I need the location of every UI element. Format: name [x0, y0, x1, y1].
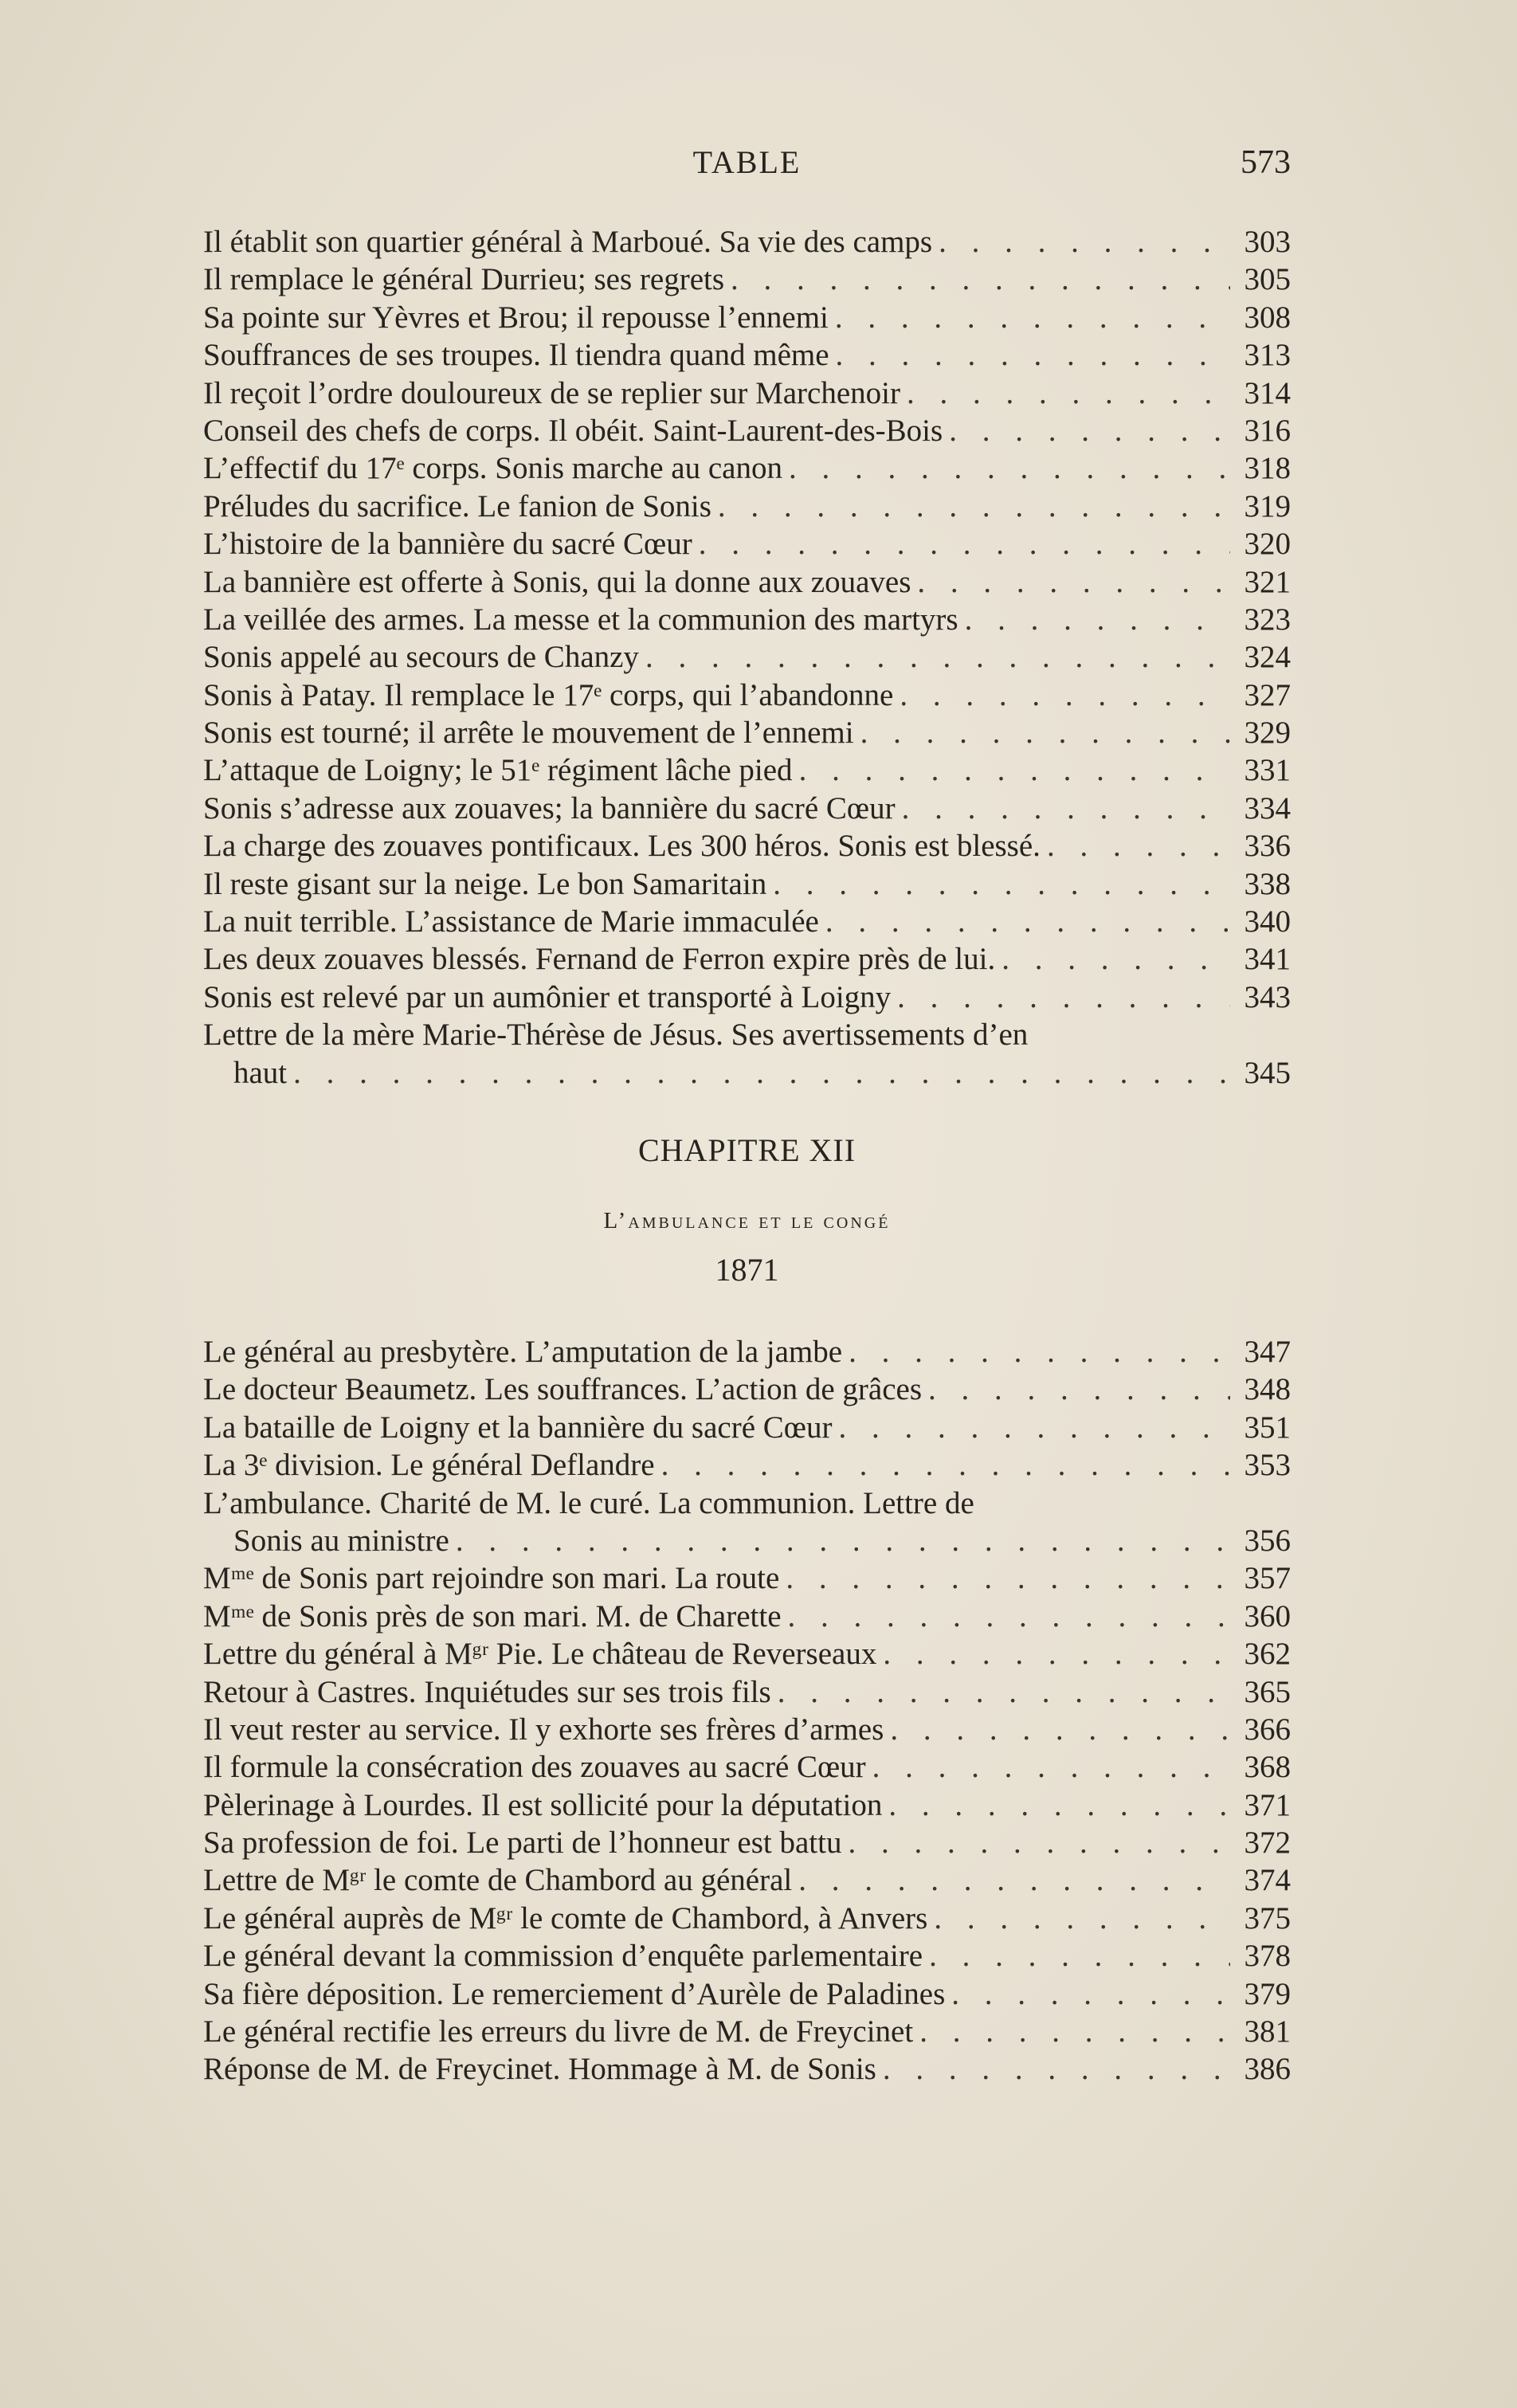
toc-entry-text: Lettre de Mᵍʳ le comte de Chambord au général — [203, 1863, 793, 1898]
toc-entry-text: Il reste gisant sur la neige. Le bon Samaritain — [203, 866, 767, 901]
toc-entry-text: La charge des zouaves pontificaux. Les 300 héros. Sonis est blessé. — [203, 829, 1041, 864]
dot-leader — [958, 601, 1230, 638]
toc-entry-text: Le général auprès de Mᵍʳ le comte de Chambord, à Anvers — [203, 1900, 928, 1935]
toc-entry-page: 374 — [1244, 1863, 1291, 1898]
dot-leader — [793, 751, 1230, 789]
toc-entry — [203, 1975, 1291, 2013]
dot-leader — [771, 1673, 1230, 1711]
dot-leader — [1041, 827, 1230, 865]
toc-entry-text: La nuit terrible. L’assistance de Marie immaculée — [203, 904, 819, 939]
toc-entry-page: 345 — [1244, 1055, 1291, 1090]
toc-entry-page: 356 — [1244, 1523, 1291, 1558]
toc-entry — [203, 1016, 1291, 1053]
toc-entry-text: Sonis à Patay. Il remplace le 17ᵉ corps, qui l’abandonne — [203, 677, 894, 712]
dot-leader — [876, 2050, 1230, 2088]
toc-entry-text: La 3ᵉ division. Le général Deflandre — [203, 1448, 655, 1483]
toc-entry-page: 366 — [1244, 1712, 1291, 1747]
toc-entry-text: Le général au presbytère. L’amputation de la jambe — [203, 1335, 843, 1369]
dot-leader — [819, 903, 1230, 940]
running-title: TABLE — [692, 144, 802, 180]
toc-entry-page: 334 — [1244, 790, 1291, 826]
dot-leader — [449, 1522, 1230, 1559]
toc-entry-text: Réponse de M. de Freycinet. Hommage à M. de Sonis — [203, 2052, 876, 2087]
toc-entry-text: Lettre de la mère Marie-Thérèse de Jésus. Ses avertissements d’en — [203, 1018, 1029, 1053]
toc-entry-page: 340 — [1244, 904, 1291, 939]
toc-entry — [203, 1559, 1291, 1597]
dot-leader — [891, 978, 1230, 1016]
dot-leader — [711, 488, 1230, 525]
toc-entry — [203, 2013, 1291, 2050]
toc-entry — [203, 638, 1291, 676]
toc-entry-text: Sa profession de foi. Le parti de l’honneur est battu — [203, 1826, 842, 1861]
toc-entry-page: 303 — [1244, 225, 1291, 259]
toc-entry-text: haut — [233, 1055, 288, 1090]
dot-leader — [639, 638, 1230, 676]
toc-entry-page: 305 — [1244, 262, 1291, 297]
dot-leader — [854, 714, 1230, 751]
toc-entry — [203, 677, 1291, 714]
toc-entry — [203, 1635, 1291, 1673]
dot-leader — [923, 1937, 1230, 1975]
toc-entry-text: La bataille de Loigny et la bannière du sacré Cœur — [203, 1410, 833, 1445]
toc-entry — [203, 1861, 1291, 1899]
toc-entry-page: 316 — [1244, 413, 1291, 448]
toc-entry-page: 329 — [1244, 716, 1291, 751]
toc-entry — [203, 978, 1291, 1016]
toc-entry-page: 313 — [1244, 338, 1291, 373]
toc-entry — [203, 525, 1291, 563]
toc-entry-page: 319 — [1244, 488, 1291, 524]
dot-leader — [884, 1711, 1230, 1748]
dot-leader — [792, 1861, 1230, 1899]
dot-leader — [911, 563, 1230, 601]
page-number: 573 — [1241, 144, 1291, 181]
toc-entry — [203, 1484, 1291, 1522]
toc-entry — [203, 412, 1291, 449]
toc-entry — [203, 223, 1291, 261]
toc-entry-page: 341 — [1244, 942, 1291, 977]
toc-entry-page: 323 — [1244, 602, 1291, 637]
dot-leader — [782, 1598, 1230, 1635]
toc-entry-page: 357 — [1244, 1561, 1291, 1596]
toc-entry-page: 365 — [1244, 1674, 1291, 1709]
dot-leader — [995, 940, 1230, 978]
toc-entry-text: Lettre du général à Mᵍʳ Pie. Le château de Reverseaux — [203, 1637, 877, 1672]
dot-leader — [841, 1824, 1230, 1861]
toc-entry-text: Il reçoit l’ordre douloureux de se replier sur Marchenoir — [203, 375, 900, 410]
toc-entry — [203, 375, 1291, 412]
toc-entry-page: 327 — [1244, 677, 1291, 712]
toc-entry — [203, 1748, 1291, 1786]
toc-entry — [203, 336, 1291, 374]
toc-entry-page: 308 — [1244, 300, 1291, 335]
toc-entry — [203, 940, 1291, 978]
toc-entry-page: 347 — [1244, 1335, 1291, 1369]
toc-entry-text: L’effectif du 17ᵉ corps. Sonis marche au canon — [203, 451, 782, 486]
dot-leader — [779, 1559, 1230, 1597]
toc-entry-page: 331 — [1244, 753, 1291, 788]
toc-entry-text: Sonis est tourné; il arrête le mouvement de l’ennemi — [203, 716, 854, 751]
dot-leader — [922, 1371, 1230, 1408]
toc-entry-page: 318 — [1244, 451, 1291, 486]
toc-entry-text: Il établit son quartier général à Marboué. Sa vie des camps — [203, 225, 933, 259]
toc-entry-page: 371 — [1244, 1787, 1291, 1822]
toc-entry — [203, 488, 1291, 525]
toc-entry — [203, 1673, 1291, 1711]
toc-entry — [203, 563, 1291, 601]
toc-entry-text: Le général rectifie les erreurs du livre de M. de Freycinet — [203, 2014, 914, 2049]
dot-leader — [896, 790, 1230, 827]
toc-entry-text: Sonis au ministre — [233, 1523, 449, 1558]
toc-entry-page: 351 — [1244, 1410, 1291, 1445]
dot-leader — [945, 1975, 1230, 2013]
toc-entry-text: Il veut rester au service. Il y exhorte ses frères d’armes — [203, 1712, 884, 1747]
toc-section-two — [203, 1333, 1291, 2088]
toc-entry — [203, 865, 1291, 903]
toc-entry-page: 320 — [1244, 527, 1291, 562]
dot-leader — [829, 336, 1230, 374]
toc-entry — [203, 1371, 1291, 1408]
toc-entry-text: Sa pointe sur Yèvres et Brou; il repousse l’ennemi — [203, 300, 829, 335]
chapter-title: CHAPITRE XII — [637, 1132, 856, 1168]
running-head — [203, 143, 1291, 191]
toc-entry — [203, 1786, 1291, 1824]
dot-leader — [832, 1409, 1230, 1446]
toc-entry-page: 386 — [1244, 2052, 1291, 2087]
dot-leader — [882, 1786, 1230, 1824]
toc-entry-text: L’ambulance. Charité de M. le curé. La communion. Lettre de — [203, 1485, 974, 1520]
toc-entry-text: Souffrances de ses troupes. Il tiendra quand même — [203, 338, 829, 373]
toc-entry-page: 338 — [1244, 866, 1291, 901]
toc-entry-text: Sonis appelé au secours de Chanzy — [203, 640, 639, 675]
toc-entry-page: 379 — [1244, 1976, 1291, 2011]
toc-entry — [203, 1446, 1291, 1484]
toc-entry — [203, 790, 1291, 827]
toc-entry-text: Mᵐᵉ de Sonis part rejoindre son mari. La route — [203, 1561, 780, 1596]
dot-leader — [943, 412, 1230, 449]
toc-entry-page: 348 — [1244, 1372, 1291, 1407]
toc-entry-text: La veillée des armes. La messe et la communion des martyrs — [203, 602, 958, 637]
toc-section-one — [203, 223, 1291, 1092]
toc-entry-page: 368 — [1244, 1750, 1291, 1785]
toc-entry-page: 381 — [1244, 2014, 1291, 2049]
chapter-subtitle: L’ambulance et le congé — [603, 1208, 891, 1233]
chapter-heading — [203, 1131, 1291, 1288]
toc-entry-page: 378 — [1244, 1939, 1291, 1974]
toc-entry — [203, 1900, 1291, 1937]
toc-entry — [203, 1937, 1291, 1975]
toc-entry-page: 372 — [1244, 1826, 1291, 1861]
toc-entry-page: 321 — [1244, 564, 1291, 599]
toc-entry-text: Sa fière déposition. Le remerciement d’Aurèle de Paladines — [203, 1976, 946, 2011]
dot-leader — [893, 677, 1230, 714]
dot-leader — [876, 1635, 1230, 1673]
toc-entry-text: Il formule la consécration des zouaves au sacré Cœur — [203, 1750, 866, 1785]
toc-entry-text: Le général devant la commission d’enquête parlementaire — [203, 1939, 923, 1974]
dot-leader — [913, 2013, 1230, 2050]
toc-entry-text: L’attaque de Loigny; le 51ᵉ régiment lâche pied — [203, 753, 793, 788]
toc-entry — [203, 751, 1291, 789]
toc-entry — [203, 2050, 1291, 2088]
toc-entry — [203, 449, 1291, 487]
toc-entry-text: Conseil des chefs de corps. Il obéit. Saint-Laurent-des-Bois — [203, 413, 943, 448]
chapter-year: 1871 — [715, 1252, 779, 1288]
toc-entry-text: La bannière est offerte à Sonis, qui la donne aux zouaves — [203, 564, 911, 599]
toc-entry-text: Sonis est relevé par un aumônier et transporté à Loigny — [203, 979, 892, 1014]
dot-leader — [724, 261, 1230, 298]
toc-entry-page: 343 — [1244, 979, 1291, 1014]
toc-entry-text: L’histoire de la bannière du sacré Cœur — [203, 527, 692, 562]
toc-entry-page: 353 — [1244, 1448, 1291, 1483]
toc-entry-text: Il remplace le général Durrieu; ses regrets — [203, 262, 725, 297]
dot-leader — [900, 375, 1230, 412]
toc-entry — [203, 601, 1291, 638]
toc-entry — [203, 1711, 1291, 1748]
dot-leader — [287, 1054, 1230, 1092]
toc-entry-page: 360 — [1244, 1598, 1291, 1633]
toc-entry — [203, 1824, 1291, 1861]
dot-leader — [932, 223, 1230, 261]
toc-entry-page: 362 — [1244, 1637, 1291, 1672]
toc-entry — [203, 1409, 1291, 1446]
toc-entry-text: Retour à Castres. Inquiétudes sur ses trois fils — [203, 1674, 771, 1709]
toc-entry-text: Mᵐᵉ de Sonis près de son mari. M. de Charette — [203, 1598, 782, 1633]
dot-leader — [866, 1748, 1230, 1786]
toc-entry — [203, 903, 1291, 940]
dot-leader — [927, 1900, 1230, 1937]
dot-leader — [782, 449, 1230, 487]
toc-entry — [203, 714, 1291, 751]
toc-entry — [203, 261, 1291, 298]
dot-leader — [655, 1446, 1230, 1484]
toc-entry — [203, 1054, 1291, 1092]
toc-entry-text: Les deux zouaves blessés. Fernand de Ferron expire près de lui. — [203, 942, 996, 977]
toc-entry-text: Le docteur Beaumetz. Les souffrances. L’action de grâces — [203, 1372, 923, 1407]
toc-entry — [203, 1598, 1291, 1635]
toc-entry-page: 375 — [1244, 1900, 1291, 1935]
toc-entry — [203, 1522, 1291, 1559]
dot-leader — [766, 865, 1230, 903]
toc-entry — [203, 827, 1291, 865]
toc-entry — [203, 1333, 1291, 1371]
dot-leader — [829, 299, 1230, 336]
toc-entry-text: Préludes du sacrifice. Le fanion de Sonis — [203, 488, 711, 524]
toc-entry-text: Sonis s’adresse aux zouaves; la bannière du sacré Cœur — [203, 790, 896, 826]
toc-entry-page: 336 — [1244, 829, 1291, 864]
toc-entry-page: 314 — [1244, 375, 1291, 410]
toc-entry-text: Pèlerinage à Lourdes. Il est sollicité pour la députation — [203, 1787, 883, 1822]
dot-leader — [842, 1333, 1230, 1371]
dot-leader — [692, 525, 1230, 563]
toc-entry — [203, 299, 1291, 336]
toc-entry-page: 324 — [1244, 640, 1291, 675]
